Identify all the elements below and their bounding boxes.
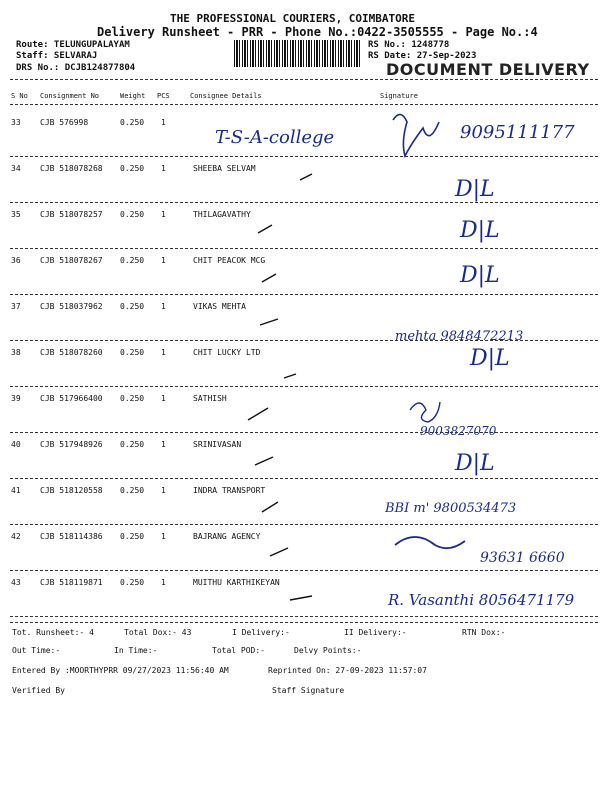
tick-mark bbox=[260, 319, 278, 325]
tick-mark bbox=[255, 457, 273, 465]
row-sno: 40 bbox=[11, 440, 21, 449]
rs-date: RS Date: 27-Sep-2023 bbox=[368, 51, 477, 61]
row-weight: 0.250 bbox=[120, 118, 145, 127]
row-weight: 0.250 bbox=[120, 256, 145, 265]
row-consignment-no: CJB 518119871 bbox=[40, 578, 103, 587]
tick-mark bbox=[248, 408, 268, 420]
row-weight: 0.250 bbox=[120, 394, 145, 403]
col-consignment: Consignment No bbox=[40, 92, 100, 100]
row-pcs: 1 bbox=[161, 302, 166, 311]
route-label: Route: TELUNGUPALAYAM bbox=[16, 40, 130, 50]
hw-signature-37: mehta 9848472213 bbox=[395, 329, 524, 344]
row-pcs: 1 bbox=[161, 256, 166, 265]
rtn-dox: RTN Dox:- bbox=[462, 628, 506, 637]
total-dox: Total Dox:- 43 bbox=[124, 628, 192, 637]
tick-mark bbox=[258, 225, 272, 233]
signature-scribble bbox=[395, 537, 465, 548]
tick-mark bbox=[290, 596, 312, 600]
reprinted-on: Reprinted On: 27-09-2023 11:57:07 bbox=[268, 666, 427, 675]
row-consignment-no: CJB 576998 bbox=[40, 118, 89, 127]
drs-label: DRS No.: DCJB124877804 bbox=[16, 63, 136, 73]
row-consignee: MUITHU KARTHIKEYAN bbox=[193, 578, 280, 587]
row-consignment-no: CJB 518078268 bbox=[40, 164, 103, 173]
row-consignment-no: CJB 518120558 bbox=[40, 486, 103, 495]
hw-signature-41: BBI m' 9800534473 bbox=[385, 501, 517, 516]
hw-signature-34: D|L bbox=[455, 177, 495, 202]
col-signature: Signature bbox=[380, 92, 418, 100]
row-consignment-no: CJB 517966400 bbox=[40, 394, 103, 403]
signature-scribble bbox=[410, 402, 440, 422]
total-pod: Total POD:- bbox=[212, 646, 265, 655]
row-consignment-no: CJB 518078257 bbox=[40, 210, 103, 219]
row-weight: 0.250 bbox=[120, 348, 145, 357]
row-consignment-no: CJB 517948926 bbox=[40, 440, 103, 449]
rs-number: RS No.: 1248778 bbox=[368, 40, 450, 50]
row-sno: 35 bbox=[11, 210, 21, 219]
row-consignee: CHIT PEACOK MCG bbox=[193, 256, 266, 265]
row-sno: 41 bbox=[11, 486, 21, 495]
entered-by: Entered By :MOORTHYPRR 09/27/2023 11:56:40 AM bbox=[12, 666, 229, 675]
ii-delivery: II Delivery:- bbox=[344, 628, 407, 637]
row-pcs: 1 bbox=[161, 210, 166, 219]
row-consignee: BAJRANG AGENCY bbox=[193, 532, 261, 541]
col-pcs: PCS bbox=[157, 92, 170, 100]
staff-signature: Staff Signature bbox=[272, 686, 345, 695]
row-weight: 0.250 bbox=[120, 440, 145, 449]
hw-signature-36: D|L bbox=[460, 263, 500, 288]
row-consignee: THILAGAVATHY bbox=[193, 210, 251, 219]
divider bbox=[10, 622, 598, 623]
row-consignee: SHEEBA SELVAM bbox=[193, 164, 256, 173]
tick-mark bbox=[284, 374, 296, 378]
row-sno: 34 bbox=[11, 164, 21, 173]
row-consignee: VIKAS MEHTA bbox=[193, 302, 246, 311]
tick-mark bbox=[262, 274, 276, 282]
hw-signature-35: D|L bbox=[460, 218, 500, 243]
row-pcs: 1 bbox=[161, 486, 166, 495]
row-sno: 42 bbox=[11, 532, 21, 541]
delvy-points: Delvy Points:- bbox=[294, 646, 362, 655]
row-sno: 36 bbox=[11, 256, 21, 265]
row-pcs: 1 bbox=[161, 394, 166, 403]
row-consignment-no: CJB 518114386 bbox=[40, 532, 103, 541]
tick-mark bbox=[300, 174, 312, 180]
tick-mark bbox=[262, 502, 278, 512]
hw-signature-42: 93631 6660 bbox=[480, 550, 565, 566]
staff-label: Staff: SELVARAJ bbox=[16, 51, 98, 61]
signature-scribble bbox=[393, 114, 439, 156]
row-sno: 43 bbox=[11, 578, 21, 587]
row-pcs: 1 bbox=[161, 532, 166, 541]
row-consignment-no: CJB 518078267 bbox=[40, 256, 103, 265]
row-consignment-no: CJB 518078260 bbox=[40, 348, 103, 357]
row-weight: 0.250 bbox=[120, 578, 145, 587]
row-pcs: 1 bbox=[161, 578, 166, 587]
row-consignee: SATHISH bbox=[193, 394, 227, 403]
row-consignment-no: CJB 518037962 bbox=[40, 302, 103, 311]
row-pcs: 1 bbox=[161, 164, 166, 173]
out-time: Out Time:- bbox=[12, 646, 61, 655]
row-sno: 38 bbox=[11, 348, 21, 357]
row-weight: 0.250 bbox=[120, 532, 145, 541]
tot-runsheet: Tot. Runsheet:- 4 bbox=[12, 628, 94, 637]
document-delivery-stamp: DOCUMENT DELIVERY bbox=[386, 60, 590, 79]
hw-signature-38: D|L bbox=[470, 346, 510, 371]
row-sno: 33 bbox=[11, 118, 21, 127]
row-pcs: 1 bbox=[161, 440, 166, 449]
verified-by: Verified By bbox=[12, 686, 65, 695]
row-sno: 39 bbox=[11, 394, 21, 403]
tick-mark bbox=[270, 548, 288, 556]
col-consignee: Consignee Details bbox=[190, 92, 262, 100]
company-title: THE PROFESSIONAL COURIERS, COIMBATORE bbox=[170, 12, 416, 25]
row-consignee: INDRA TRANSPORT bbox=[193, 486, 266, 495]
hw-consignee-33: T-S-A-college bbox=[215, 127, 335, 148]
row-weight: 0.250 bbox=[120, 486, 145, 495]
hw-signature-40: D|L bbox=[455, 451, 495, 476]
row-weight: 0.250 bbox=[120, 164, 145, 173]
hw-signature-43: R. Vasanthi 8056471179 bbox=[388, 591, 575, 609]
row-pcs: 1 bbox=[161, 348, 166, 357]
runsheet-subtitle: Delivery Runsheet - PRR - Phone No.:0422-3505555 - Page No.:4 bbox=[97, 25, 538, 39]
col-sno: S No bbox=[11, 92, 28, 100]
row-pcs: 1 bbox=[161, 118, 166, 127]
row-sno: 37 bbox=[11, 302, 21, 311]
row-consignee: SRINIVASAN bbox=[193, 440, 242, 449]
i-delivery: I Delivery:- bbox=[232, 628, 290, 637]
row-weight: 0.250 bbox=[120, 210, 145, 219]
hw-signature-39: 9003827070 bbox=[420, 424, 497, 438]
col-weight: Weight bbox=[120, 92, 146, 100]
row-consignee: CHIT LUCKY LTD bbox=[193, 348, 261, 357]
row-weight: 0.250 bbox=[120, 302, 145, 311]
in-time: In Time:- bbox=[114, 646, 158, 655]
hw-signature-33: 9095111177 bbox=[460, 122, 575, 143]
